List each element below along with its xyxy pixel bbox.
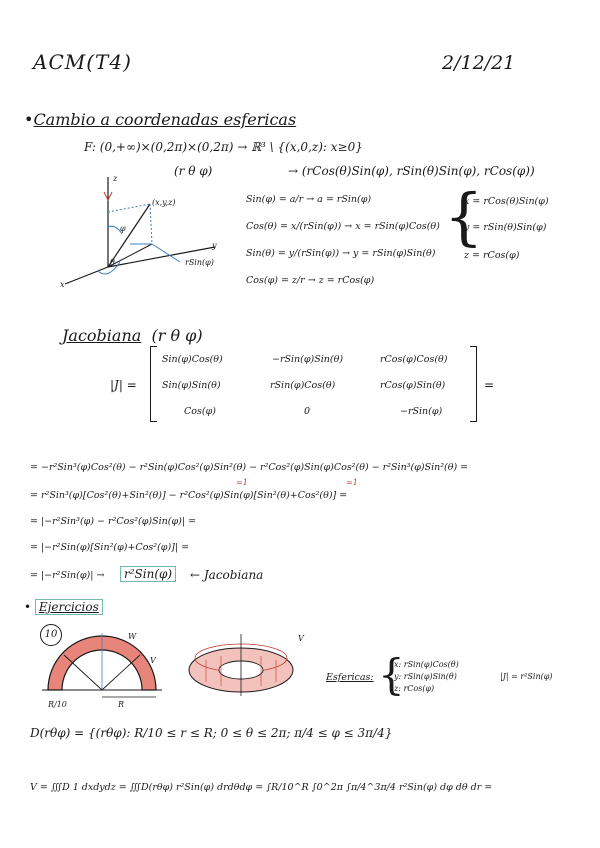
jacobian-rhs: = <box>484 378 495 392</box>
system-equation-z: z = rCos(φ) <box>464 250 520 261</box>
matrix-cell: 0 <box>304 406 311 417</box>
matrix-right-bar <box>470 346 477 422</box>
matrix-left-bar <box>150 346 157 422</box>
shell-label-v: V <box>298 634 304 643</box>
jacobian-result-note: ← Jacobiana <box>190 568 264 582</box>
exercise-jacobian: |J| = r²Sin(φ) <box>500 672 553 681</box>
projection-label: rSin(φ) <box>185 258 214 267</box>
matrix-cell: Sin(φ)Sin(θ) <box>162 380 221 391</box>
exercise-eq-x: x: rSin(φ)Cos(θ) <box>394 660 459 669</box>
matrix-cell: rCos(φ)Sin(θ) <box>380 380 446 391</box>
axis-label-z: z <box>113 174 118 183</box>
expansion-line: = −r²Sin³(φ)Cos²(θ) − r²Sin(φ)Cos²(φ)Sin²(θ) − r²Cos²(φ)Sin(φ)Cos²(θ) − r²Sin³(φ)Sin²(θ) = <box>30 462 469 473</box>
system-brace: { <box>378 650 405 699</box>
spherical-label: Esfericas: <box>326 672 374 683</box>
shell-3d-diagram <box>186 630 296 700</box>
bullet-icon: • <box>24 110 34 129</box>
page-title: ACM(T4) <box>33 50 132 74</box>
matrix-cell: Sin(φ)Cos(θ) <box>162 354 223 365</box>
derivation-line: Sin(θ) = y/(rSin(φ)) → y = rSin(φ)Sin(θ) <box>246 248 436 259</box>
axis-label-x: x <box>60 280 65 289</box>
jacobian-lhs: |J| = <box>110 378 137 392</box>
integration-domain: D(rθφ) = {(rθφ): R/10 ≤ r ≤ R; 0 ≤ θ ≤ 2π; π/4 ≤ φ ≤ 3π/4} <box>30 726 393 740</box>
bullet-icon: • <box>24 600 32 614</box>
expansion-line: = |−r²Sin(φ)[Sin²(φ)+Cos²(φ)]| = <box>30 542 190 553</box>
identity-annotation: =1 <box>236 478 248 487</box>
mapping-image: → (rCos(θ)Sin(φ), rSin(θ)Sin(φ), rCos(φ)) <box>288 164 535 178</box>
derivation-line: Cos(φ) = z/r → z = rCos(φ) <box>246 275 375 286</box>
system-equation-x: x = rCos(θ)Sin(φ) <box>464 196 549 207</box>
expansion-line: = r²Sin³(φ)[Cos²(θ)+Sin²(θ)] − r²Cos²(φ)Sin(φ)[Sin²(θ)+Cos²(θ)] = <box>30 490 348 501</box>
region-label-w: W <box>128 632 137 641</box>
jacobian-result: r²Sin(φ) <box>120 566 176 582</box>
derivation-line: Sin(φ) = a/r → a = rSin(φ) <box>246 194 372 205</box>
derivation-line: Cos(θ) = x/(rSin(φ)) → x = rSin(φ)Cos(θ) <box>246 221 440 232</box>
region-label-v: V <box>150 656 156 665</box>
inner-radius-label: R/10 <box>48 700 67 709</box>
exercise-eq-z: z: rCos(φ) <box>394 684 435 693</box>
matrix-cell: −rSin(φ) <box>400 406 443 417</box>
matrix-cell: rSin(φ)Cos(θ) <box>270 380 336 391</box>
mapping-formula: F: (0,+∞)×(0,2π)×(0,2π) → ℝ³ \ {(x,0,z): x≥0} <box>84 140 363 154</box>
section-heading-spherical: •Cambio a coordenadas esfericas <box>24 110 297 129</box>
jacobian-heading: Jacobiana (r θ φ) <box>62 326 203 345</box>
variable-triple: (r θ φ) <box>174 164 213 178</box>
volume-integral: V = ∭D 1 dxdydz = ∭D(rθφ) r²Sin(φ) drdθdφ = ∫R/10^R ∫0^2π ∫π/4^3π/4 r²Sin(φ) dφ dθ dr = <box>30 782 493 793</box>
matrix-cell: Cos(φ) <box>184 406 216 417</box>
point-label: (x,y,z) <box>152 198 176 207</box>
angle-label-phi: φ <box>120 224 126 233</box>
radius-label: R <box>118 700 125 709</box>
page-date: 2/12/21 <box>442 52 516 74</box>
system-equation-y: y = rSin(θ)Sin(φ) <box>464 222 547 233</box>
matrix-cell: −rSin(φ)Sin(θ) <box>272 354 344 365</box>
axis-label-y: y <box>212 241 217 250</box>
exercise-eq-y: y: rSin(φ)Sin(θ) <box>394 672 457 681</box>
expansion-line: = |−r²Sin³(φ) − r²Cos²(φ)Sin(φ)| = <box>30 516 197 527</box>
exercise-number: 10 <box>40 624 62 646</box>
system-brace: { <box>444 180 484 253</box>
spherical-axes-diagram <box>60 172 220 292</box>
exercises-heading: • Ejercicios <box>24 600 103 614</box>
identity-annotation: =1 <box>346 478 358 487</box>
half-shell-diagram <box>42 625 162 705</box>
angle-label-theta: θ <box>110 258 115 267</box>
expansion-line: = |−r²Sin(φ)| → <box>30 570 105 581</box>
matrix-cell: rCos(φ)Cos(θ) <box>380 354 448 365</box>
